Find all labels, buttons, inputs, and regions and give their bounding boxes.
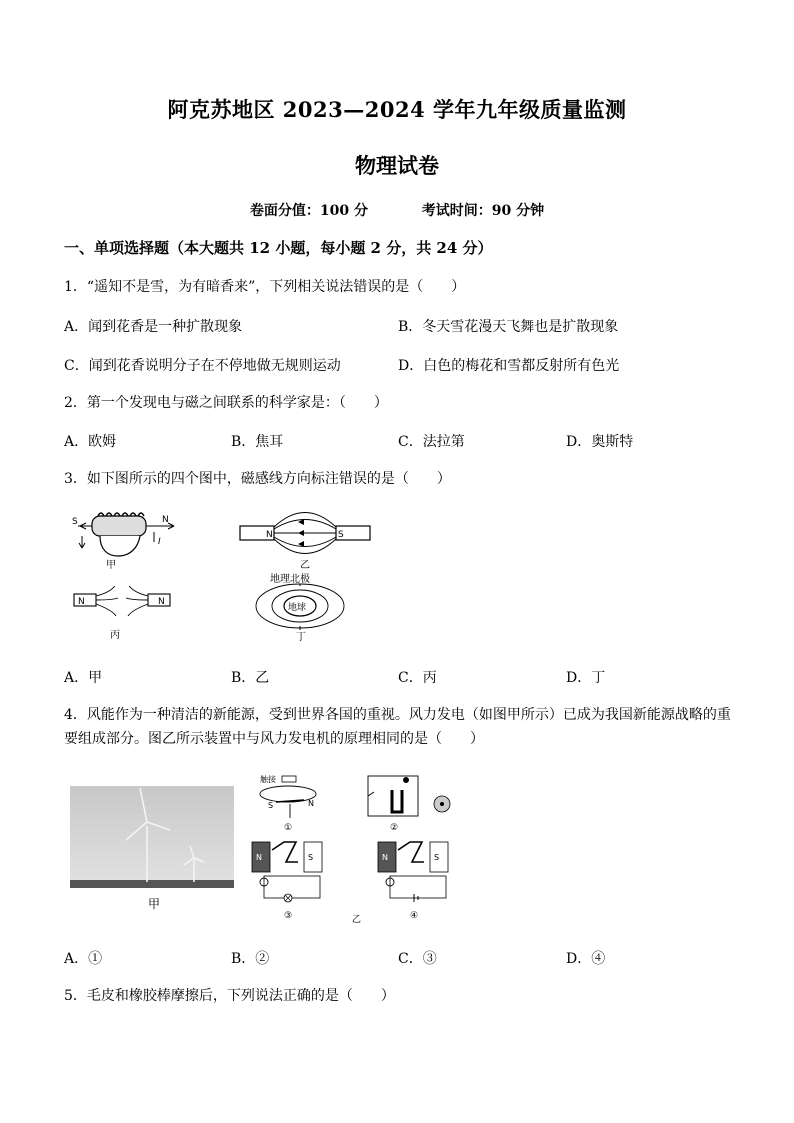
question-2-option-d[interactable]: D．奥斯特 [566, 434, 634, 450]
question-4-option-c[interactable]: C．③ [398, 951, 437, 967]
fig4-c2: ② [390, 823, 399, 833]
question-4-stem-line2: 要组成部分。图乙所示装置中与风力发电机的原理相同的是（ ） [64, 731, 484, 747]
fig-jia-label: 甲 [106, 560, 116, 570]
fig4-c3-s: S [308, 853, 314, 862]
question-4-option-d[interactable]: D．④ [566, 951, 606, 967]
fig-bing-n-right: N [158, 597, 165, 607]
question-1-option-a[interactable]: A．闻到花香是一种扩散现象 [64, 319, 243, 335]
fig4-yi-label: 乙 [352, 915, 362, 925]
fig-ding-earth: 地球 [288, 603, 307, 613]
fig4-c3-n: N [256, 853, 262, 862]
fig-bing-label: 丙 [110, 630, 120, 641]
question-2-option-b[interactable]: B．焦耳 [231, 434, 284, 450]
fig-jia-s: S [72, 517, 78, 527]
section-heading: 一、单项选择题（本大题共 12 小题，每小题 2 分，共 24 分） [64, 239, 493, 257]
figure-jia-solenoid [70, 508, 190, 570]
question-3-option-b[interactable]: B．乙 [231, 670, 270, 686]
fig-ding-north-pole: 地理北极 [270, 574, 310, 585]
question-4-stem-line1: 4．风能作为一种清洁的新能源，受到世界各国的重视。风力发电（如图甲所示）已成为我国新能源战略的重 [64, 707, 731, 723]
question-2-option-c[interactable]: C．法拉第 [398, 434, 465, 450]
fig4-c1-s: S [268, 801, 274, 810]
fig-bing-n-left: N [78, 597, 85, 607]
exam-info [0, 200, 794, 220]
question-3-stem: 3．如下图所示的四个图中，磁感线方向标注错误的是（ ） [64, 471, 451, 487]
fig-yi-label: 乙 [300, 560, 310, 571]
question-2-stem: 2．第一个发现电与磁之间联系的科学家是：（ ） [64, 395, 388, 411]
fig-jia-n: N [162, 515, 169, 525]
fig-jia-current: I [158, 537, 161, 547]
fig-yi-s: S [338, 530, 344, 540]
fig4-c3: ③ [284, 911, 293, 921]
fig4-c1: ① [284, 823, 293, 833]
time-label: 考试时间：90 分钟 [421, 203, 545, 219]
score-label: 卷面分值：100 分 [249, 203, 368, 219]
exam-subject: 物理试卷 [355, 153, 439, 178]
question-1-option-c[interactable]: C．闻到花香说明分子在不停地做无规则运动 [64, 358, 341, 374]
figure-ding-earth-field [248, 570, 358, 642]
question-3-option-c[interactable]: C．丙 [398, 670, 437, 686]
figure-wind-turbine-photo [70, 786, 236, 914]
question-3-option-d[interactable]: D．丁 [566, 670, 606, 686]
figure-yi-apparatus [246, 772, 460, 924]
question-3-option-a[interactable]: A．甲 [64, 670, 103, 686]
fig4-jia-label: 甲 [148, 897, 161, 911]
fig4-c4-n: N [382, 853, 388, 862]
question-1-stem: 1．“遥知不是雪，为有暗香来”，下列相关说法错误的是（ ） [64, 279, 466, 295]
figure-bing-repelling-magnets [72, 586, 172, 642]
fig4-c4-s: S [434, 853, 440, 862]
fig4-c4: ④ [410, 911, 419, 921]
question-5-stem: 5．毛皮和橡胶棒摩擦后，下列说法正确的是（ ） [64, 988, 395, 1004]
fig-ding-label: 丁 [296, 632, 306, 642]
exam-title: 阿克苏地区 2023—2024 学年九年级质量监测 [167, 97, 627, 122]
figure-yi-bar-magnets [236, 512, 376, 572]
fig4-touch: 触接 [260, 775, 276, 784]
fig4-c1-n: N [308, 799, 314, 808]
question-4-option-a[interactable]: A．① [64, 951, 103, 967]
question-4-option-b[interactable]: B．② [231, 951, 270, 967]
question-1-option-b[interactable]: B．冬天雪花漫天飞舞也是扩散现象 [398, 319, 619, 335]
fig-yi-n: N [266, 530, 273, 540]
question-2-option-a[interactable]: A．欧姆 [64, 434, 117, 450]
question-1-option-d[interactable]: D．白色的梅花和雪都反射所有色光 [398, 358, 620, 374]
